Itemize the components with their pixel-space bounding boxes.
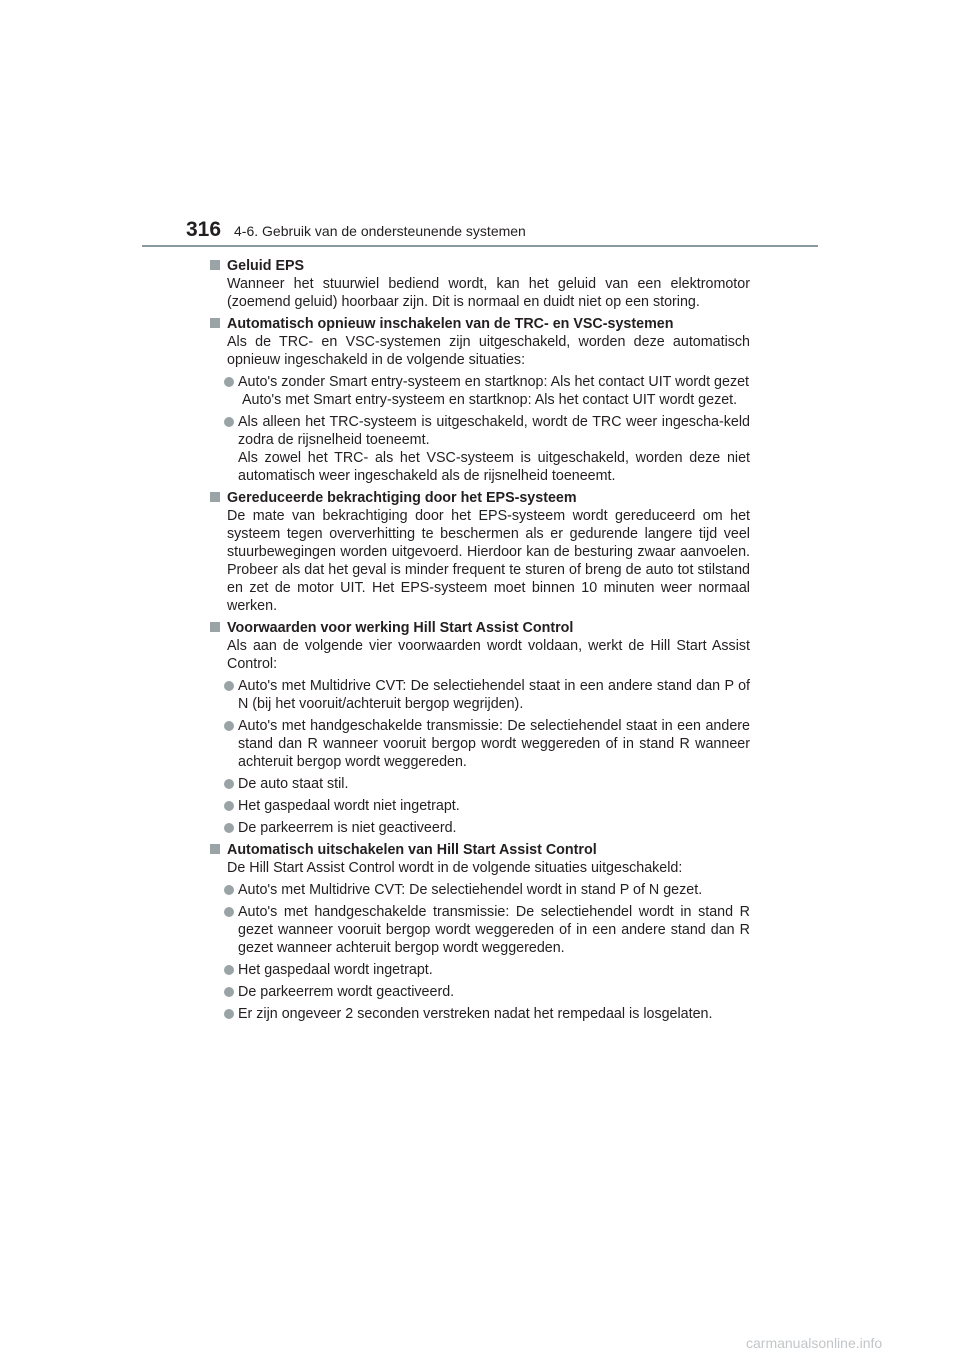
list-item-text: Auto's met handgeschakelde transmissie: De selectiehendel staat in een andere stand dan R wanneer vooruit bergop wordt weggereden of in stand R wanneer achteruit bergop wordt weggereden. <box>238 718 750 770</box>
circle-bullet-icon <box>224 779 234 789</box>
list-item-text: Auto's met Smart entry-systeem en startknop: Als het contact UIT wordt gezet. <box>242 392 738 408</box>
list-item <box>210 413 750 485</box>
section-heading-text: Gereduceerde bekrachtiging door het EPS-systeem <box>227 490 577 506</box>
circle-bullet-icon <box>224 801 234 811</box>
section-paragraph: Wanneer het stuurwiel bediend wordt, kan het geluid van een elektromotor (zoemend geluid) hoorbaar zijn. Dit is normaal en duidt niet op een storing. <box>227 276 750 310</box>
list-item-text: Auto's met Multidrive CVT: De selectiehendel staat in een andere stand dan P of N (bij het vooruit/achteruit bergop wegrijden). <box>238 678 750 712</box>
list-item-text: Als alleen het TRC-systeem is uitgeschakeld, wordt de TRC weer ingescha-keld zodra de rijsnelheid toeneemt. <box>238 414 750 448</box>
section-heading <box>210 315 750 333</box>
list-item-text: Het gaspedaal wordt niet ingetrapt. <box>238 798 460 814</box>
list-item <box>210 819 750 837</box>
list-item-text: Het gaspedaal wordt ingetrapt. <box>238 962 433 978</box>
list-item <box>210 717 750 771</box>
square-bullet-icon <box>210 844 220 854</box>
list-item-text: Auto's met Multidrive CVT: De selectiehendel wordt in stand P of N gezet. <box>238 882 703 898</box>
bullet-list <box>210 677 750 837</box>
section-paragraph: De Hill Start Assist Control wordt in de volgende situaties uitgeschakeld: <box>227 860 683 876</box>
list-item-text: Er zijn ongeveer 2 seconden verstreken nadat het rempedaal is losgelaten. <box>238 1006 713 1022</box>
list-item-text: De auto staat stil. <box>238 776 349 792</box>
list-item <box>210 373 750 409</box>
section-heading <box>210 257 750 275</box>
circle-bullet-icon <box>224 417 234 427</box>
list-item <box>210 983 750 1001</box>
circle-bullet-icon <box>224 721 234 731</box>
circle-bullet-icon <box>224 885 234 895</box>
section <box>210 841 750 1023</box>
section-heading-text: Automatisch uitschakelen van Hill Start Assist Control <box>227 842 597 858</box>
section-heading <box>210 619 750 637</box>
list-item <box>210 881 750 899</box>
section-heading <box>210 841 750 859</box>
section-heading-text: Geluid EPS <box>227 258 305 274</box>
page-number: 316 <box>186 218 222 241</box>
list-item <box>210 775 750 793</box>
section <box>210 619 750 837</box>
list-item-text: Auto's met handgeschakelde transmissie: De selectiehendel wordt in stand R gezet wanneer vooruit bergop wordt weggereden of in een andere stand dan R gezet wanneer achteruit bergop wordt weggereden. <box>238 904 750 956</box>
list-item <box>210 677 750 713</box>
square-bullet-icon <box>210 318 220 328</box>
section-paragraph: Als de TRC- en VSC-systemen zijn uitgeschakeld, worden deze automatisch opnieuw ingeschakeld in de volgende situaties: <box>227 334 750 368</box>
square-bullet-icon <box>210 492 220 502</box>
list-item-text: Als zowel het TRC- als het VSC-systeem is uitgeschakeld, worden deze niet automatisch weer ingeschakeld als de rijsnelheid toeneemt. <box>238 450 750 484</box>
section-heading-text: Voorwaarden voor werking Hill Start Assist Control <box>227 620 574 636</box>
circle-bullet-icon <box>224 377 234 387</box>
section-paragraph: De mate van bekrachtiging door het EPS-systeem wordt gereduceerd om het systeem tegen oververhitting te beschermen als er gedurende langere tijd veel stuurbewegingen worden uitgevoerd. Hierdoor kan de besturing zwaar aanvoelen. Probeer als dat het geval is minder frequent te sturen of breng de auto tot stilstand en zet de motor UIT. Het EPS-systeem moet binnen 10 minuten weer normaal werken. <box>227 508 750 614</box>
section-paragraph: Als aan de volgende vier voorwaarden wordt voldaan, werkt de Hill Start Assist Control: <box>227 638 750 672</box>
list-item <box>210 903 750 957</box>
circle-bullet-icon <box>224 681 234 691</box>
circle-bullet-icon <box>224 1009 234 1019</box>
list-item-text: Auto's zonder Smart entry-systeem en startknop: Als het contact UIT wordt gezet <box>238 374 750 390</box>
section-heading <box>210 489 750 507</box>
page-header <box>186 216 818 248</box>
bullet-list <box>210 881 750 1023</box>
list-item-text: De parkeerrem wordt geactiveerd. <box>238 984 455 1000</box>
list-item <box>210 1005 750 1023</box>
square-bullet-icon <box>210 260 220 270</box>
circle-bullet-icon <box>224 907 234 917</box>
section <box>210 489 750 615</box>
list-item-text: De parkeerrem is niet geactiveerd. <box>238 820 457 836</box>
bullet-list <box>210 373 750 485</box>
circle-bullet-icon <box>224 965 234 975</box>
section <box>210 257 750 311</box>
header-rule <box>142 245 818 247</box>
list-item <box>210 797 750 815</box>
section-heading-text: Automatisch opnieuw inschakelen van de TRC- en VSC-systemen <box>227 316 674 332</box>
chapter-title: 4-6. Gebruik van de ondersteunende systemen <box>234 223 526 239</box>
circle-bullet-icon <box>224 987 234 997</box>
square-bullet-icon <box>210 622 220 632</box>
section <box>210 315 750 485</box>
page-content <box>210 253 750 1027</box>
watermark: carmanualsonline.info <box>746 1335 883 1351</box>
circle-bullet-icon <box>224 823 234 833</box>
list-item <box>210 961 750 979</box>
